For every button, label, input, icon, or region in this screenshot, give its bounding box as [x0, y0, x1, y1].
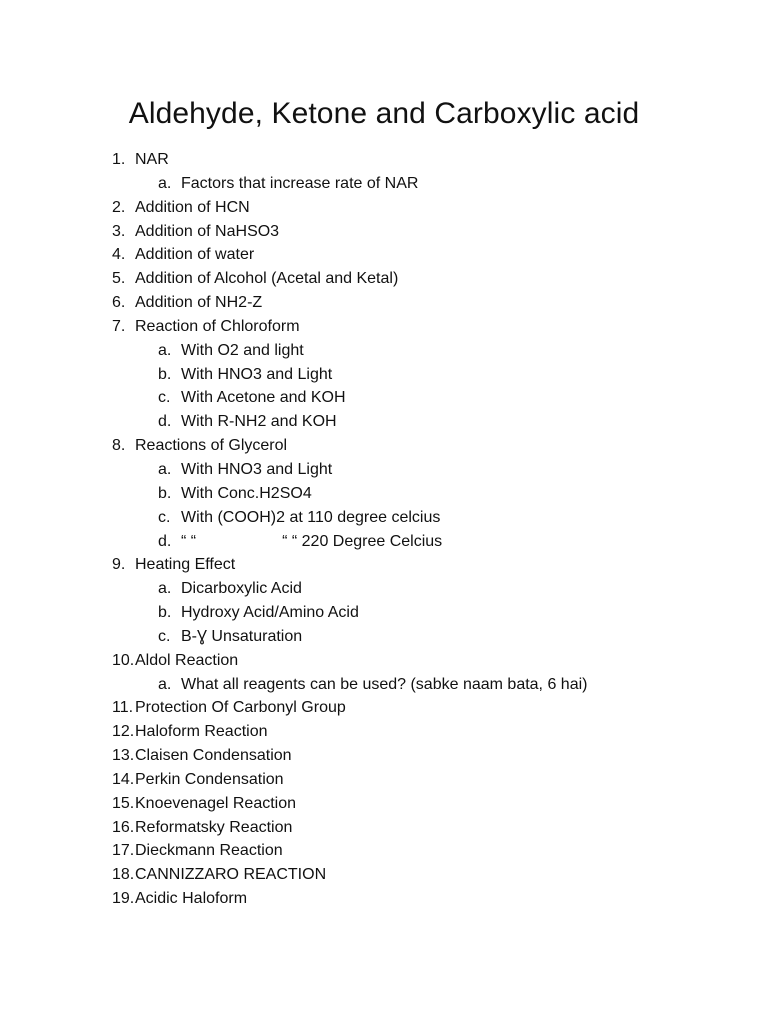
list-item: [112, 220, 732, 244]
item-text: Knoevenagel Reaction: [135, 794, 297, 812]
item-number: 18.: [112, 866, 135, 884]
list-item: [112, 720, 732, 744]
item-text: Dieckmann Reaction: [135, 842, 283, 860]
item-number: 3.: [112, 222, 126, 240]
item-text: B-Ɣ Unsaturation: [181, 627, 303, 645]
item-number: 16.: [112, 818, 135, 836]
item-text: Perkin Condensation: [135, 770, 284, 788]
item-text: NAR: [135, 151, 169, 168]
item-text: Factors that increase rate of NAR: [181, 174, 419, 192]
item-number: 15.: [112, 794, 135, 812]
item-text: With Conc.H2SO4: [181, 484, 312, 502]
item-text: Hydroxy Acid/Amino Acid: [181, 604, 359, 622]
list-item: [112, 649, 732, 673]
item-number: 17.: [112, 842, 135, 860]
item-text: Aldol Reaction: [135, 651, 239, 669]
item-text: Heating Effect: [135, 556, 236, 574]
item-number: 8.: [112, 437, 126, 455]
sub-list-item: [112, 673, 732, 697]
sub-list-item: [112, 410, 732, 434]
list-item: [112, 196, 732, 220]
item-number: 14.: [112, 770, 135, 788]
item-text: Reformatsky Reaction: [135, 818, 293, 836]
item-number: 12.: [112, 723, 135, 741]
item-text: With R-NH2 and KOH: [181, 413, 337, 431]
sub-item-marker: c.: [158, 508, 171, 526]
item-text: What all reagents can be used? (sabke naam bata, 6 hai): [181, 675, 588, 693]
list-item: [112, 816, 732, 840]
sub-list-item: [112, 339, 732, 363]
sub-item-marker: c.: [158, 627, 171, 645]
sub-item-marker: a.: [158, 341, 172, 359]
item-number: 2.: [112, 198, 126, 216]
item-text: With O2 and light: [181, 341, 304, 359]
sub-item-marker: a.: [158, 580, 172, 598]
list-item: [112, 148, 732, 172]
item-number: 10.: [112, 651, 135, 669]
list-item: [112, 553, 732, 577]
sub-item-marker: a.: [158, 174, 172, 192]
list-item: [112, 744, 732, 768]
sub-item-marker: a.: [158, 460, 172, 478]
list-item: [112, 839, 732, 863]
list-item: [112, 696, 732, 720]
item-text: Addition of NH2-Z: [135, 294, 263, 312]
item-number: 6.: [112, 294, 126, 312]
item-text: With HNO3 and Light: [181, 365, 333, 383]
sub-list-item: [112, 530, 732, 554]
item-number: 4.: [112, 246, 126, 264]
sub-list-item: [112, 386, 732, 410]
item-number: 1.: [112, 151, 126, 168]
item-text: With HNO3 and Light: [181, 460, 333, 478]
item-text: Dicarboxylic Acid: [181, 580, 302, 598]
item-text: Addition of Alcohol (Acetal and Ketal): [135, 270, 399, 288]
list-item: [112, 768, 732, 792]
item-text: With Acetone and KOH: [181, 389, 346, 407]
sub-list-item: [112, 172, 732, 196]
list-item: [112, 243, 732, 267]
sub-list-item: [112, 458, 732, 482]
sub-item-marker: d.: [158, 413, 172, 431]
item-text: Haloform Reaction: [135, 723, 268, 741]
sub-list-item: [112, 601, 732, 625]
sub-list-item: [112, 482, 732, 506]
item-number: 13.: [112, 747, 135, 765]
sub-item-marker: c.: [158, 389, 171, 407]
list-item: [112, 291, 732, 315]
item-text: CANNIZZARO REACTION: [135, 866, 327, 884]
item-text: With (COOH)2 at 110 degree celcius: [181, 508, 441, 526]
sub-list-item: [112, 506, 732, 530]
item-text-part: “ “ 220 Degree Celcius: [282, 532, 443, 550]
item-text-part: “ “: [181, 532, 197, 550]
list-item: [112, 267, 732, 291]
list-item: [112, 792, 732, 816]
sub-item-marker: b.: [158, 365, 172, 383]
item-text: Reaction of Chloroform: [135, 317, 300, 335]
item-number: 19.: [112, 890, 135, 908]
item-number: 7.: [112, 317, 126, 335]
item-number: 5.: [112, 270, 126, 288]
sub-list-item: [112, 363, 732, 387]
item-text: Acidic Haloform: [135, 890, 248, 908]
sub-item-marker: b.: [158, 604, 172, 622]
list-item: [112, 887, 732, 911]
item-text: [181, 530, 442, 554]
item-number: 9.: [112, 556, 126, 574]
topic-list: [112, 148, 732, 911]
item-text: Claisen Condensation: [135, 747, 292, 765]
sub-item-marker: a.: [158, 675, 172, 693]
sub-list-item: [112, 577, 732, 601]
sub-item-marker: b.: [158, 484, 172, 502]
item-text: Reactions of Glycerol: [135, 437, 288, 455]
item-text: Addition of NaHSO3: [135, 222, 280, 240]
page-title: Aldehyde, Ketone and Carboxylic acid: [128, 97, 640, 130]
sub-item-marker: d.: [158, 532, 172, 550]
item-text: Protection Of Carbonyl Group: [135, 699, 346, 717]
list-item: [112, 434, 732, 458]
sub-list-item: [112, 625, 732, 649]
item-number: 11.: [112, 699, 134, 717]
list-item: [112, 863, 732, 887]
item-text: Addition of water: [135, 246, 255, 264]
item-text: Addition of HCN: [135, 198, 250, 216]
list-item: [112, 315, 732, 339]
